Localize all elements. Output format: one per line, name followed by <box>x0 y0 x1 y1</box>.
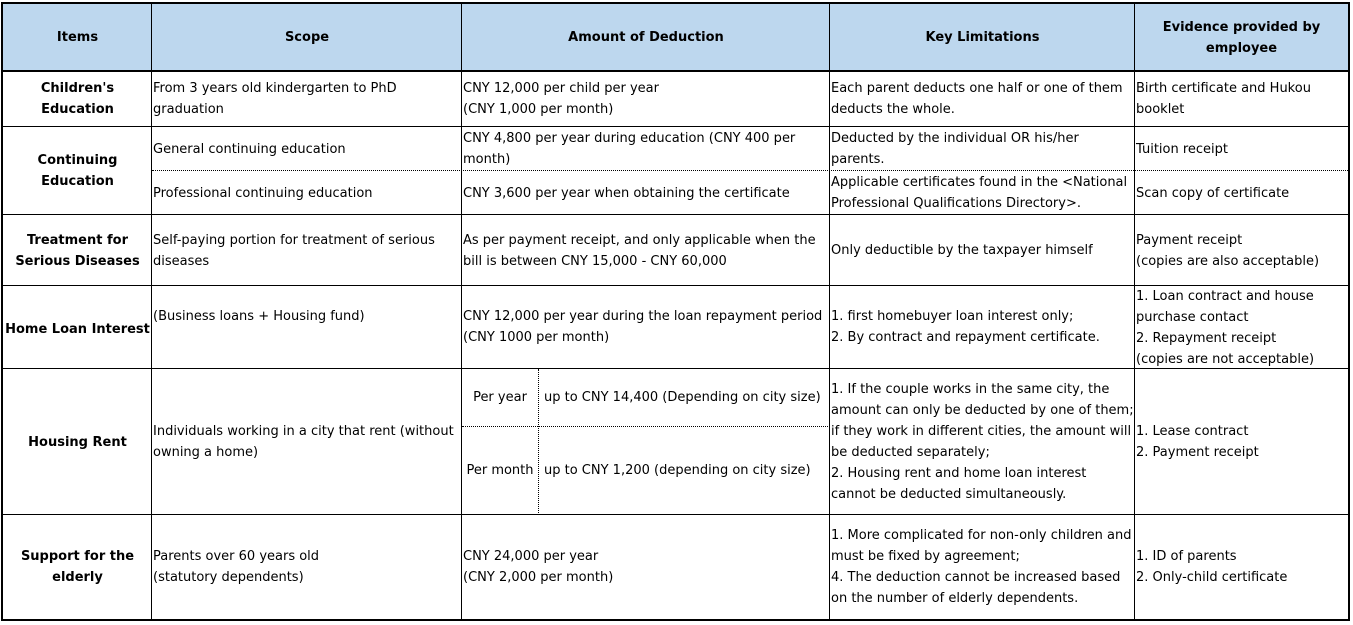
item-housing-rent: Housing Rent <box>28 434 127 450</box>
rent-limitations <box>830 369 1135 515</box>
children-limitations <box>830 71 1135 127</box>
elderly-scope-line-2: (statutory dependents) <box>153 570 304 585</box>
col-divider-scope <box>461 4 462 619</box>
children-amount-line-1: CNY 12,000 per child per year <box>463 81 659 96</box>
children-limitations-line-1: Each parent deducts one half or one of them <box>831 81 1123 96</box>
general-evidence: Tuition receipt <box>1136 141 1229 157</box>
item-home-loan-interest: Home Loan Interest <box>5 322 150 337</box>
rent-limitations-line-5: 2. Housing rent and home loan interest <box>831 466 1087 481</box>
item-treatment-line-2: Serious Diseases <box>15 253 140 269</box>
children-scope <box>152 71 462 127</box>
children-amount <box>462 71 830 127</box>
item-treatment-line-1: Treatment for <box>26 232 128 248</box>
elderly-evidence-line-1: 1. ID of parents <box>1136 549 1237 564</box>
general-amount <box>462 127 830 171</box>
header-amount: Amount of Deduction <box>462 4 830 71</box>
rent-per-year-value: up to CNY 14,400 (Depending on city size) <box>544 390 821 405</box>
homeloan-evidence-line-1: 1. Loan contract and house <box>1136 288 1314 304</box>
professional-amount: CNY 3,600 per year when obtaining the certificate <box>463 185 790 201</box>
header-evidence <box>1135 4 1348 71</box>
homeloan-scope: (Business loans + Housing fund) <box>153 308 365 324</box>
homeloan-limitations-line-1: 1. first homebuyer loan interest only; <box>831 308 1074 324</box>
item-elderly-line-2: elderly <box>52 570 103 585</box>
treatment-scope-line-2: diseases <box>153 253 210 269</box>
treatment-amount-line-2: bill is between CNY 15,000 - CNY 60,000 <box>463 253 727 269</box>
treatment-amount-line-1: As per payment receipt, and only applicable when the <box>463 232 816 248</box>
rent-evidence <box>1135 369 1348 515</box>
header-items: Items <box>3 4 152 71</box>
col-divider-amount <box>829 4 830 619</box>
rent-limitations-line-1: 1. If the couple works in the same city, the <box>831 382 1110 397</box>
rent-evidence-line-1: 1. Lease contract <box>1136 424 1249 439</box>
elderly-evidence-line-2: 2. Only-child certificate <box>1136 570 1288 585</box>
header-scope: Scope <box>152 4 462 71</box>
homeloan-limitations-line-2: 2. By contract and repayment certificate. <box>831 329 1100 345</box>
rent-limitations-line-4: be deducted separately; <box>831 445 990 460</box>
homeloan-evidence-line-2: purchase contact <box>1136 309 1249 325</box>
treatment-scope <box>152 215 462 286</box>
rent-per-month-value: up to CNY 1,200 (depending on city size) <box>544 463 811 478</box>
continuing-inner-divider <box>152 170 1348 171</box>
professional-limitations-line-1: Applicable certificates found in the <National <box>831 175 1128 190</box>
rent-limitations-line-3: if they work in different cities, the amount will <box>831 424 1132 439</box>
homeloan-limitations <box>830 286 1135 367</box>
treatment-evidence-line-1: Payment receipt <box>1136 232 1243 248</box>
homeloan-amount-line-1: CNY 12,000 per year during the loan repayment period <box>463 308 823 324</box>
deduction-table <box>1 2 1350 621</box>
item-elderly-line-1: Support for the <box>20 549 135 564</box>
elderly-limitations-line-1: 1. More complicated for non-only children and <box>831 528 1132 543</box>
children-amount-line-2: (CNY 1,000 per month) <box>463 102 614 117</box>
homeloan-evidence-line-3: 2. Repayment receipt <box>1136 330 1277 346</box>
homeloan-evidence-line-4: (copies are not acceptable) <box>1136 351 1315 367</box>
elderly-limitations-line-4: on the number of elderly dependents. <box>831 591 1079 606</box>
item-treatment-serious-diseases <box>3 215 152 286</box>
elderly-scope-line-1: Parents over 60 years old <box>153 549 320 564</box>
elderly-limitations <box>830 515 1135 619</box>
children-scope-line-2: graduation <box>153 102 224 117</box>
header-evidence-line-2: employee <box>1205 40 1278 56</box>
children-limitations-line-2: deducts the whole. <box>831 102 955 117</box>
rent-inner-divider <box>538 369 539 515</box>
header-limitations: Key Limitations <box>830 4 1135 71</box>
item-continuing-education <box>3 127 152 215</box>
elderly-limitations-line-2: must be fixed by agreement; <box>831 549 1020 564</box>
children-scope-line-1: From 3 years old kindergarten to PhD <box>153 81 397 96</box>
elderly-limitations-line-3: 4. The deduction cannot be increased based <box>831 570 1121 585</box>
general-scope: General continuing education <box>153 141 346 157</box>
professional-limitations-line-2: Professional Qualifications Directory>. <box>831 196 1081 211</box>
rent-evidence-line-2: 2. Payment receipt <box>1136 445 1259 460</box>
rent-scope-line-1: Individuals working in a city that rent (without <box>153 424 454 439</box>
children-evidence-line-1: Birth certificate and Hukou <box>1136 81 1311 96</box>
elderly-amount <box>462 515 830 619</box>
treatment-evidence-line-2: (copies are also acceptable) <box>1136 253 1320 269</box>
treatment-evidence <box>1135 215 1348 286</box>
professional-scope: Professional continuing education <box>153 185 373 201</box>
rent-scope-line-2: owning a home) <box>153 445 259 460</box>
treatment-limitations: Only deductible by the taxpayer himself <box>831 243 1093 258</box>
homeloan-amount-line-2: (CNY 1000 per month) <box>463 329 610 345</box>
treatment-amount <box>462 215 830 286</box>
header-bottom-border <box>3 70 1348 72</box>
item-childrens-education: Children's Education <box>40 81 115 117</box>
general-limitations-line-2: parents. <box>831 152 885 167</box>
header-evidence-line-1: Evidence provided by <box>1162 19 1321 35</box>
homeloan-evidence <box>1135 286 1348 369</box>
rent-per-year-label: Per year <box>473 390 527 405</box>
rent-scope <box>152 369 462 515</box>
professional-limitations <box>830 171 1135 215</box>
row-divider-1 <box>3 126 1348 127</box>
elderly-amount-line-1: CNY 24,000 per year <box>463 549 599 564</box>
children-evidence <box>1135 71 1348 127</box>
general-limitations <box>830 127 1135 171</box>
treatment-scope-line-1: Self-paying portion for treatment of serious <box>153 232 435 248</box>
rent-inner-h-divider <box>462 426 830 427</box>
general-limitations-line-1: Deducted by the individual OR his/her <box>831 131 1079 146</box>
item-continuing-line-1: Continuing <box>37 153 118 168</box>
rent-limitations-line-2: amount can only be deducted by one of them; <box>831 403 1134 418</box>
row-divider-4 <box>3 368 1348 369</box>
elderly-amount-line-2: (CNY 2,000 per month) <box>463 570 614 585</box>
item-continuing-line-2: Education <box>41 174 114 189</box>
col-divider-items <box>151 4 152 619</box>
professional-evidence: Scan copy of certificate <box>1136 185 1290 201</box>
rent-limitations-line-6: cannot be deducted simultaneously. <box>831 487 1067 502</box>
row-divider-3 <box>3 285 1348 286</box>
row-divider-2 <box>3 214 1348 215</box>
col-divider-limitations <box>1134 4 1135 619</box>
row-divider-5 <box>3 514 1348 515</box>
children-evidence-line-2: booklet <box>1136 102 1185 117</box>
elderly-scope <box>152 515 462 619</box>
homeloan-amount <box>462 286 830 367</box>
general-amount-line-1: CNY 4,800 per year during education (CNY 400 per <box>463 131 796 146</box>
rent-per-month-label: Per month <box>466 463 534 478</box>
item-support-elderly <box>3 515 152 619</box>
elderly-evidence <box>1135 515 1348 619</box>
general-amount-line-2: month) <box>463 152 511 167</box>
